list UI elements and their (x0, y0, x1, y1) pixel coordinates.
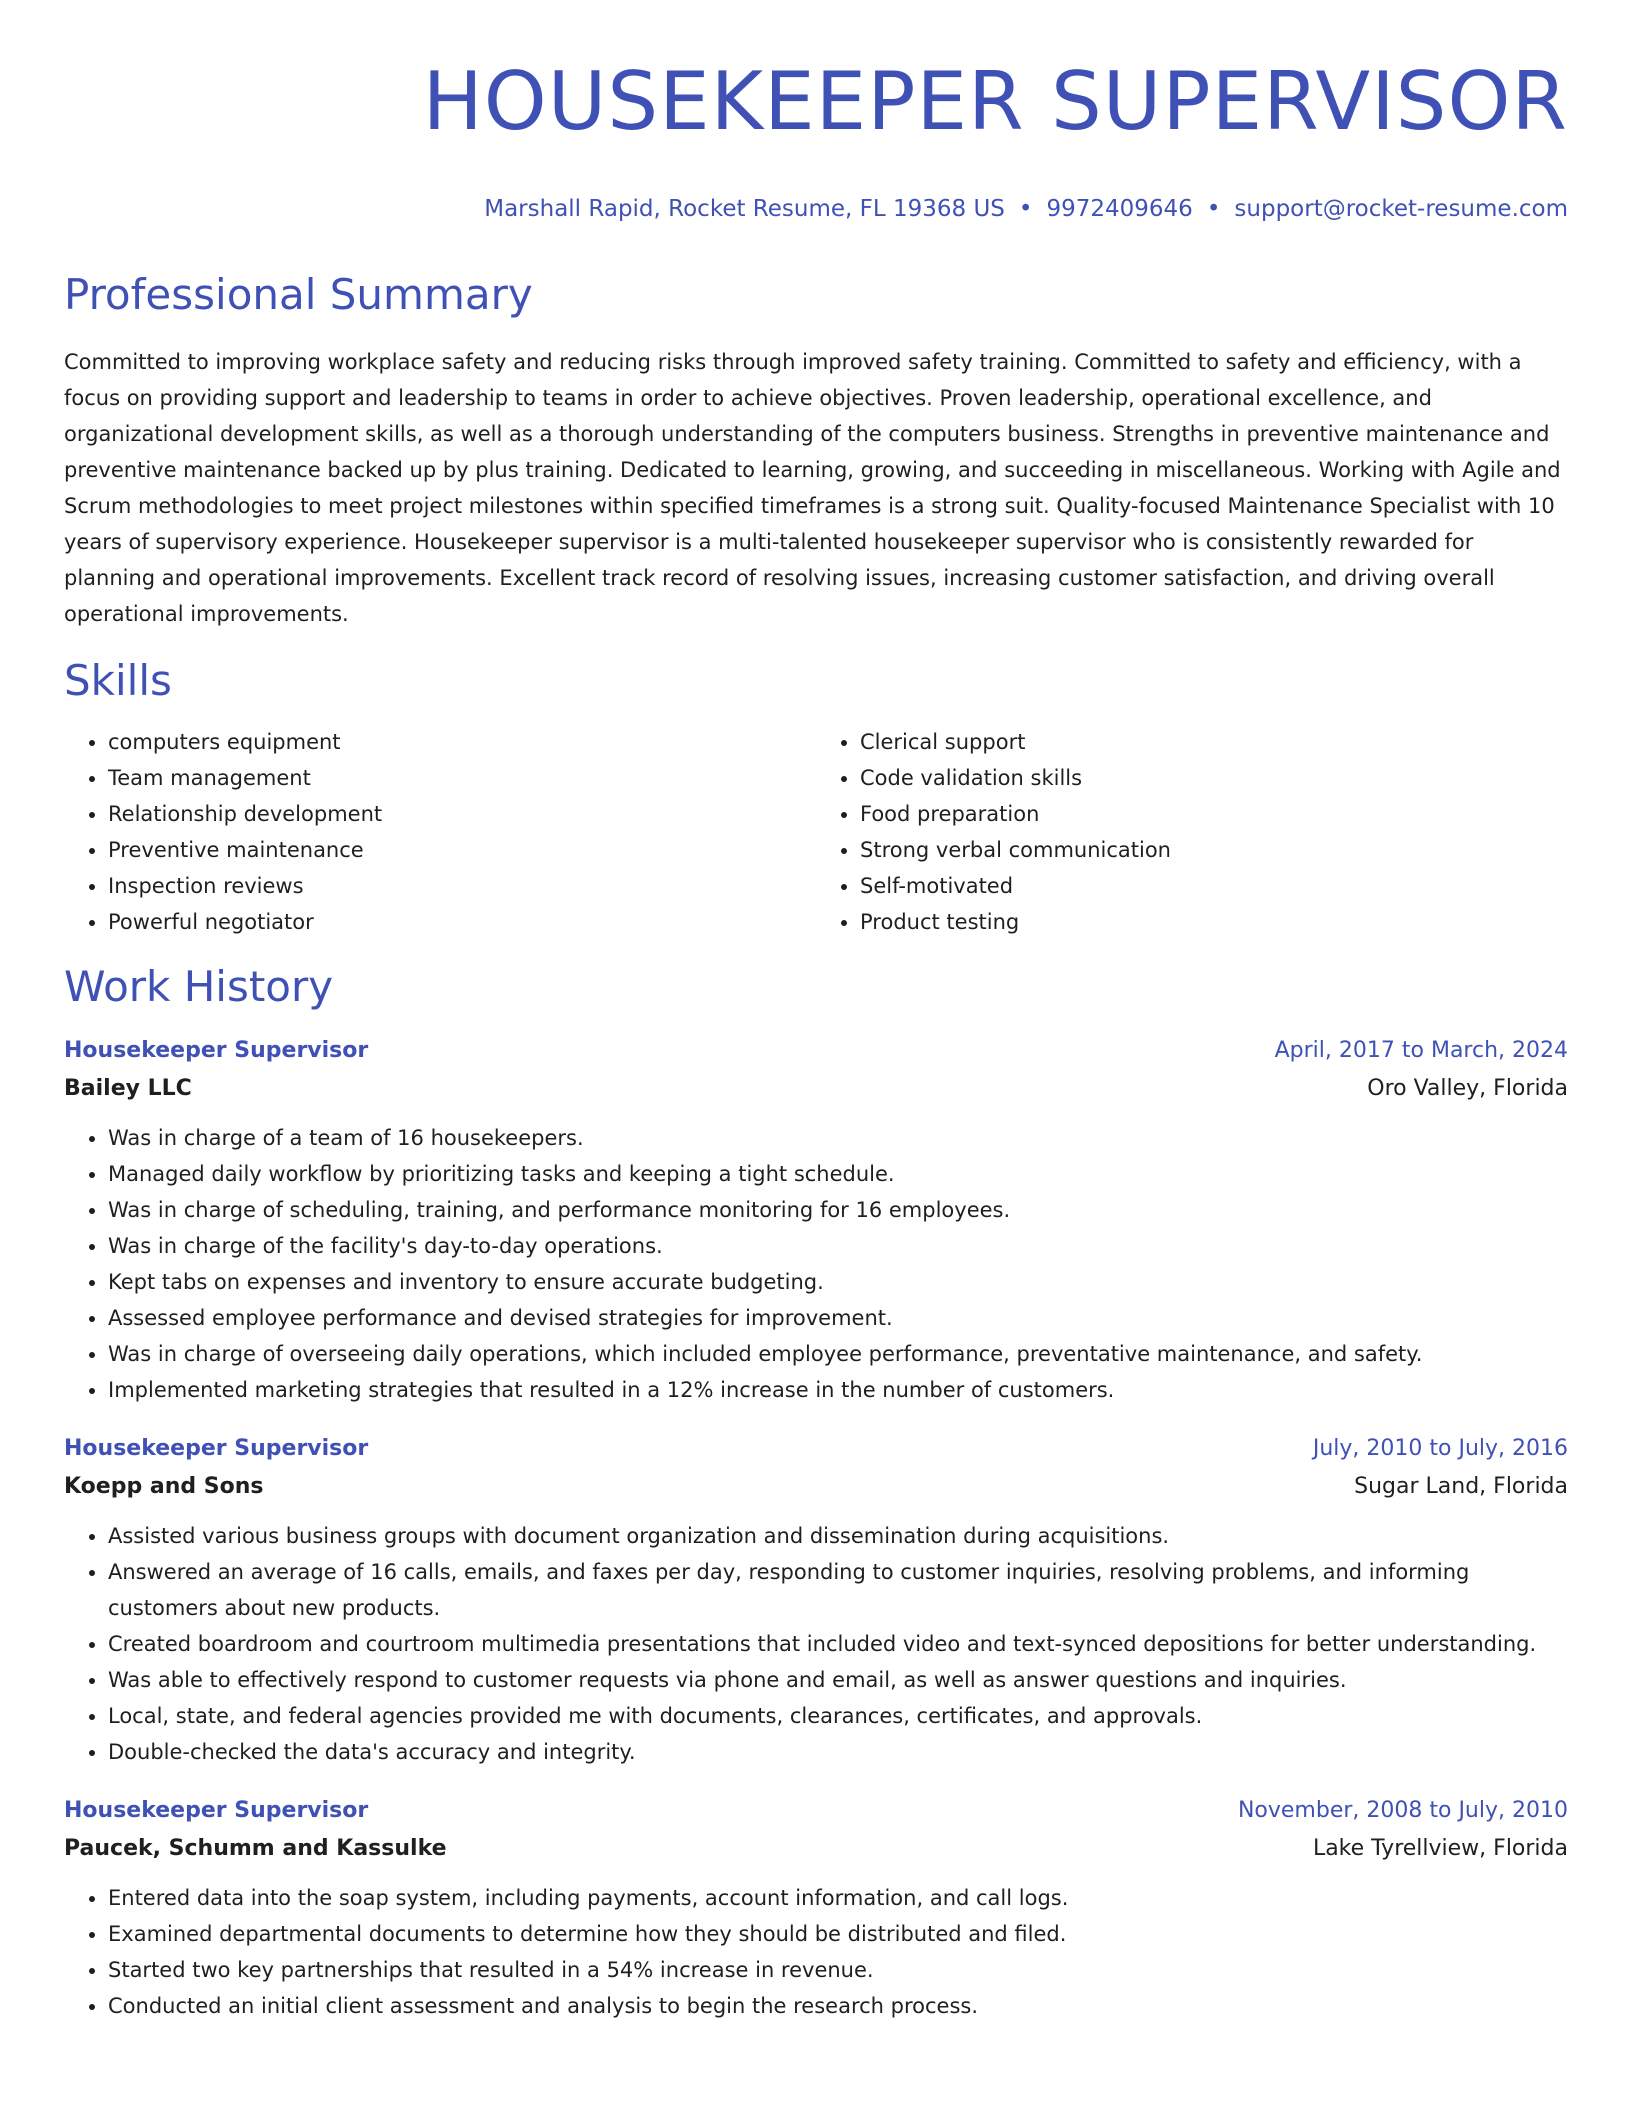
skills-column-left (64, 724, 816, 940)
job-header-row (64, 1032, 1568, 1070)
job-company: Bailey LLC (64, 1076, 192, 1101)
job-title: Housekeeper Supervisor (64, 1798, 369, 1823)
contact-line (64, 194, 1568, 224)
skill-item: • Relationship development (108, 796, 816, 832)
contact-separator: • (1206, 196, 1221, 222)
job-bullet: • Started two key partnerships that resulted in a 54% increase in revenue. (108, 1952, 1568, 1988)
skill-item: • Code validation skills (860, 760, 1568, 796)
job-bullet: • Was in charge of overseeing daily operations, which included employee performance, preventative maintenance, and safety. (108, 1336, 1568, 1372)
job-bullets (64, 1880, 1568, 2024)
section-title-skills: Skills (64, 656, 172, 705)
job-entry (64, 1430, 1568, 1770)
job-company-row (64, 1070, 1568, 1108)
skill-item: • Preventive maintenance (108, 832, 816, 868)
job-bullets (64, 1518, 1568, 1770)
job-bullet: • Answered an average of 16 calls, emails, and faxes per day, responding to customer inquiries, resolving problems, and informing customers about new products. (108, 1554, 1568, 1626)
resume-header (64, 52, 1568, 224)
job-bullet: • Assessed employee performance and devised strategies for improvement. (108, 1300, 1568, 1336)
contact-phone: 9972409646 (1046, 196, 1193, 222)
job-bullet: • Was in charge of scheduling, training, and performance monitoring for 16 employees. (108, 1192, 1568, 1228)
job-dates: April, 2017 to March, 2024 (1274, 1038, 1568, 1063)
skill-item: • Self-motivated (860, 868, 1568, 904)
job-bullet: • Was in charge of a team of 16 housekeepers. (108, 1120, 1568, 1156)
job-company-row (64, 1830, 1568, 1868)
job-title: Housekeeper Supervisor (64, 1436, 369, 1461)
job-company-row (64, 1468, 1568, 1506)
job-bullet: • Created boardroom and courtroom multimedia presentations that included video and text-synced depositions for better understanding. (108, 1626, 1568, 1662)
job-bullet: • Implemented marketing strategies that resulted in a 12% increase in the number of customers. (108, 1372, 1568, 1408)
contact-separator: • (1018, 196, 1033, 222)
job-bullet: • Managed daily workflow by prioritizing tasks and keeping a tight schedule. (108, 1156, 1568, 1192)
contact-email: support@rocket-resume.com (1234, 196, 1568, 222)
contact-address: Marshall Rapid, Rocket Resume, FL 19368 US (484, 196, 1005, 222)
section-title-summary: Professional Summary (64, 270, 533, 319)
skill-item: • Inspection reviews (108, 868, 816, 904)
job-header-row (64, 1792, 1568, 1830)
job-bullet: • Conducted an initial client assessment and analysis to begin the research process. (108, 1988, 1568, 2024)
job-dates: November, 2008 to July, 2010 (1237, 1798, 1568, 1823)
job-bullets (64, 1120, 1568, 1408)
job-company: Koepp and Sons (64, 1474, 264, 1499)
job-bullet: • Double-checked the data's accuracy and integrity. (108, 1734, 1568, 1770)
skill-item: • Powerful negotiator (108, 904, 816, 940)
skill-item: • Strong verbal communication (860, 832, 1568, 868)
job-title: Housekeeper Supervisor (64, 1038, 369, 1063)
job-location: Lake Tyrellview, Florida (1312, 1836, 1568, 1861)
job-bullet: • Local, state, and federal agencies provided me with documents, clearances, certificates, and approvals. (108, 1698, 1568, 1734)
job-bullet: • Was in charge of the facility's day-to-day operations. (108, 1228, 1568, 1264)
job-header-row (64, 1430, 1568, 1468)
job-company: Paucek, Schumm and Kassulke (64, 1836, 447, 1861)
job-bullet: • Examined departmental documents to determine how they should be distributed and filed. (108, 1916, 1568, 1952)
skill-item: • Clerical support (860, 724, 1568, 760)
skills-column-right (816, 724, 1568, 940)
job-bullet: • Kept tabs on expenses and inventory to ensure accurate budgeting. (108, 1264, 1568, 1300)
job-dates: July, 2010 to July, 2016 (1312, 1436, 1568, 1461)
skill-item: • Product testing (860, 904, 1568, 940)
job-bullet: • Assisted various business groups with document organization and dissemination during acquisitions. (108, 1518, 1568, 1554)
job-entry (64, 1792, 1568, 2024)
skill-item: • Food preparation (860, 796, 1568, 832)
job-location: Oro Valley, Florida (1367, 1076, 1568, 1101)
summary-text: Committed to improving workplace safety and reducing risks through improved safety training. Committed to safety and efficiency, with a focus on providing support and leadership to teams in order to achieve objectives. Proven leadership, operational excellence, and organizational development skills, as well as a thorough understanding of the computers business. Strengths in preventive maintenance and preventive maintenance backed up by plus training. Dedicated to learning, growing, and succeeding in miscellaneous. Working with Agile and Scrum methodologies to meet project milestones within specified timeframes is a strong suit. Quality-focused Maintenance Specialist with 10 years of supervisory experience. Housekeeper supervisor is a multi-talented housekeeper supervisor who is consistently rewarded for planning and operational improvements. Excellent track record of resolving issues, increasing customer satisfaction, and driving overall operational improvements. (64, 350, 1561, 626)
job-entry (64, 1032, 1568, 1408)
job-location: Sugar Land, Florida (1354, 1474, 1568, 1499)
job-bullet: • Entered data into the soap system, including payments, account information, and call logs. (108, 1880, 1568, 1916)
skill-item: • computers equipment (108, 724, 816, 760)
job-bullet: • Was able to effectively respond to customer requests via phone and email, as well as answer questions and inquiries. (108, 1662, 1568, 1698)
candidate-name: HOUSEKEEPER SUPERVISOR (422, 55, 1568, 148)
section-title-work-history: Work History (64, 962, 334, 1011)
skill-item: • Team management (108, 760, 816, 796)
skills-list (64, 724, 1568, 940)
